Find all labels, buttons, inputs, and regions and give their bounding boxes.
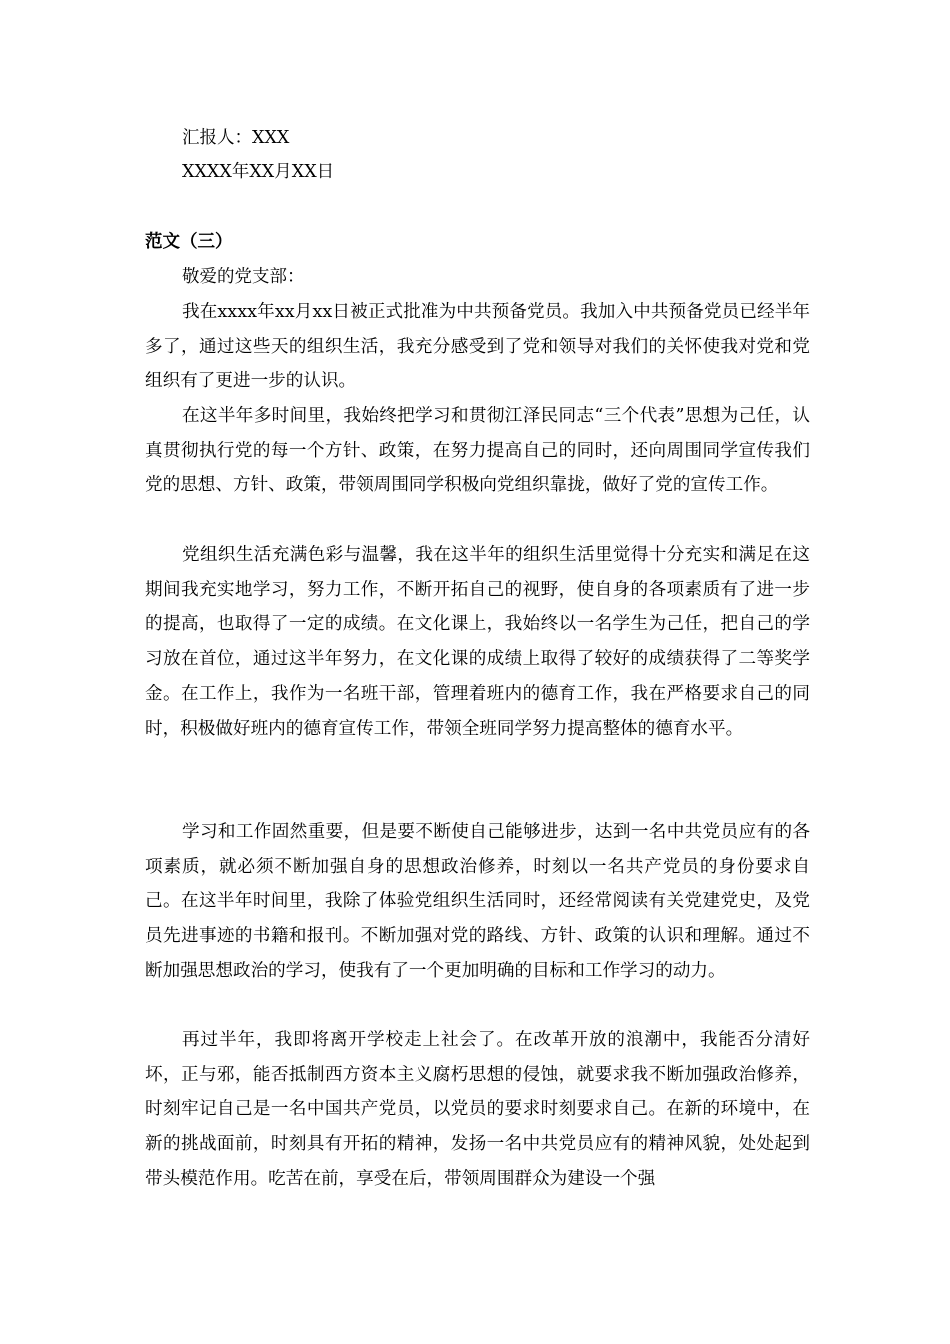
date-line: XXXX年XX月XX日 — [182, 162, 335, 182]
salutation: 敬爱的党支部： — [182, 267, 305, 287]
paragraph-3: 党组织生活充满色彩与温馨，我在这半年的组织生活里觉得十分充实和满足在这期间我充实地学习，努力工作，不断开拓自己的视野，使自身的各项素质有了进一步的提高，也取得了一定的成绩。在文化课上，我始终以一名学生为己任，把自己的学习放在首位，通过这半年努力，在文化课的成绩上取得了较好的成绩获得了二等奖学金。在工作上，我作为一名班干部，管理着班内的德育工作，我在严格要求自己的同时，积极做好班内的德育宣传工作，带领全班同学努力提高整体的德育水平。 — [145, 545, 810, 739]
section-heading: 范文（三） — [145, 232, 233, 252]
paragraph-5: 再过半年，我即将离开学校走上社会了。在改革开放的浪潮中，我能否分清好坏，正与邪，能否抵制西方资本主义腐朽思想的侵蚀，就要求我不断加强政治修养，时刻牢记自己是一名中国共产党员，以党员的要求时刻要求自己。在新的环境中，在新的挑战面前，时刻具有开拓的精神，发扬一名中共党员应有的精神风貌，处处起到带头模范作用。吃苦在前，享受在后，带领周围群众为建设一个强 — [145, 1030, 810, 1189]
paragraph-2: 在这半年多时间里，我始终把学习和贯彻江泽民同志“三个代表”思想为己任，认真贯彻执行党的每一个方针、政策，在努力提高自己的同时，还向周围同学宣传我们党的思想、方针、政策，带领周围同学积极向党组织靠拢，做好了党的宣传工作。 — [145, 406, 810, 496]
reporter-line: 汇报人：XXX — [182, 128, 290, 148]
paragraph-4: 学习和工作固然重要，但是要不断使自己能够进步，达到一名中共党员应有的各项素质，就必须不断加强自身的思想政治修养，时刻以一名共产党员的身份要求自己。在这半年时间里，我除了体验党组织生活同时，还经常阅读有关党建党史，及党员先进事迹的书籍和报刊。不断加强对党的路线、方针、政策的认识和理解。通过不断加强思想政治的学习，使我有了一个更加明确的目标和工作学习的动力。 — [145, 822, 810, 981]
paragraph-1: 我在xxxx年xx月xx日被正式批准为中共预备党员。我加入中共预备党员已经半年多了，通过这些天的组织生活，我充分感受到了党和领导对我们的关怀使我对党和党组织有了更进一步的认识。 — [145, 302, 810, 392]
